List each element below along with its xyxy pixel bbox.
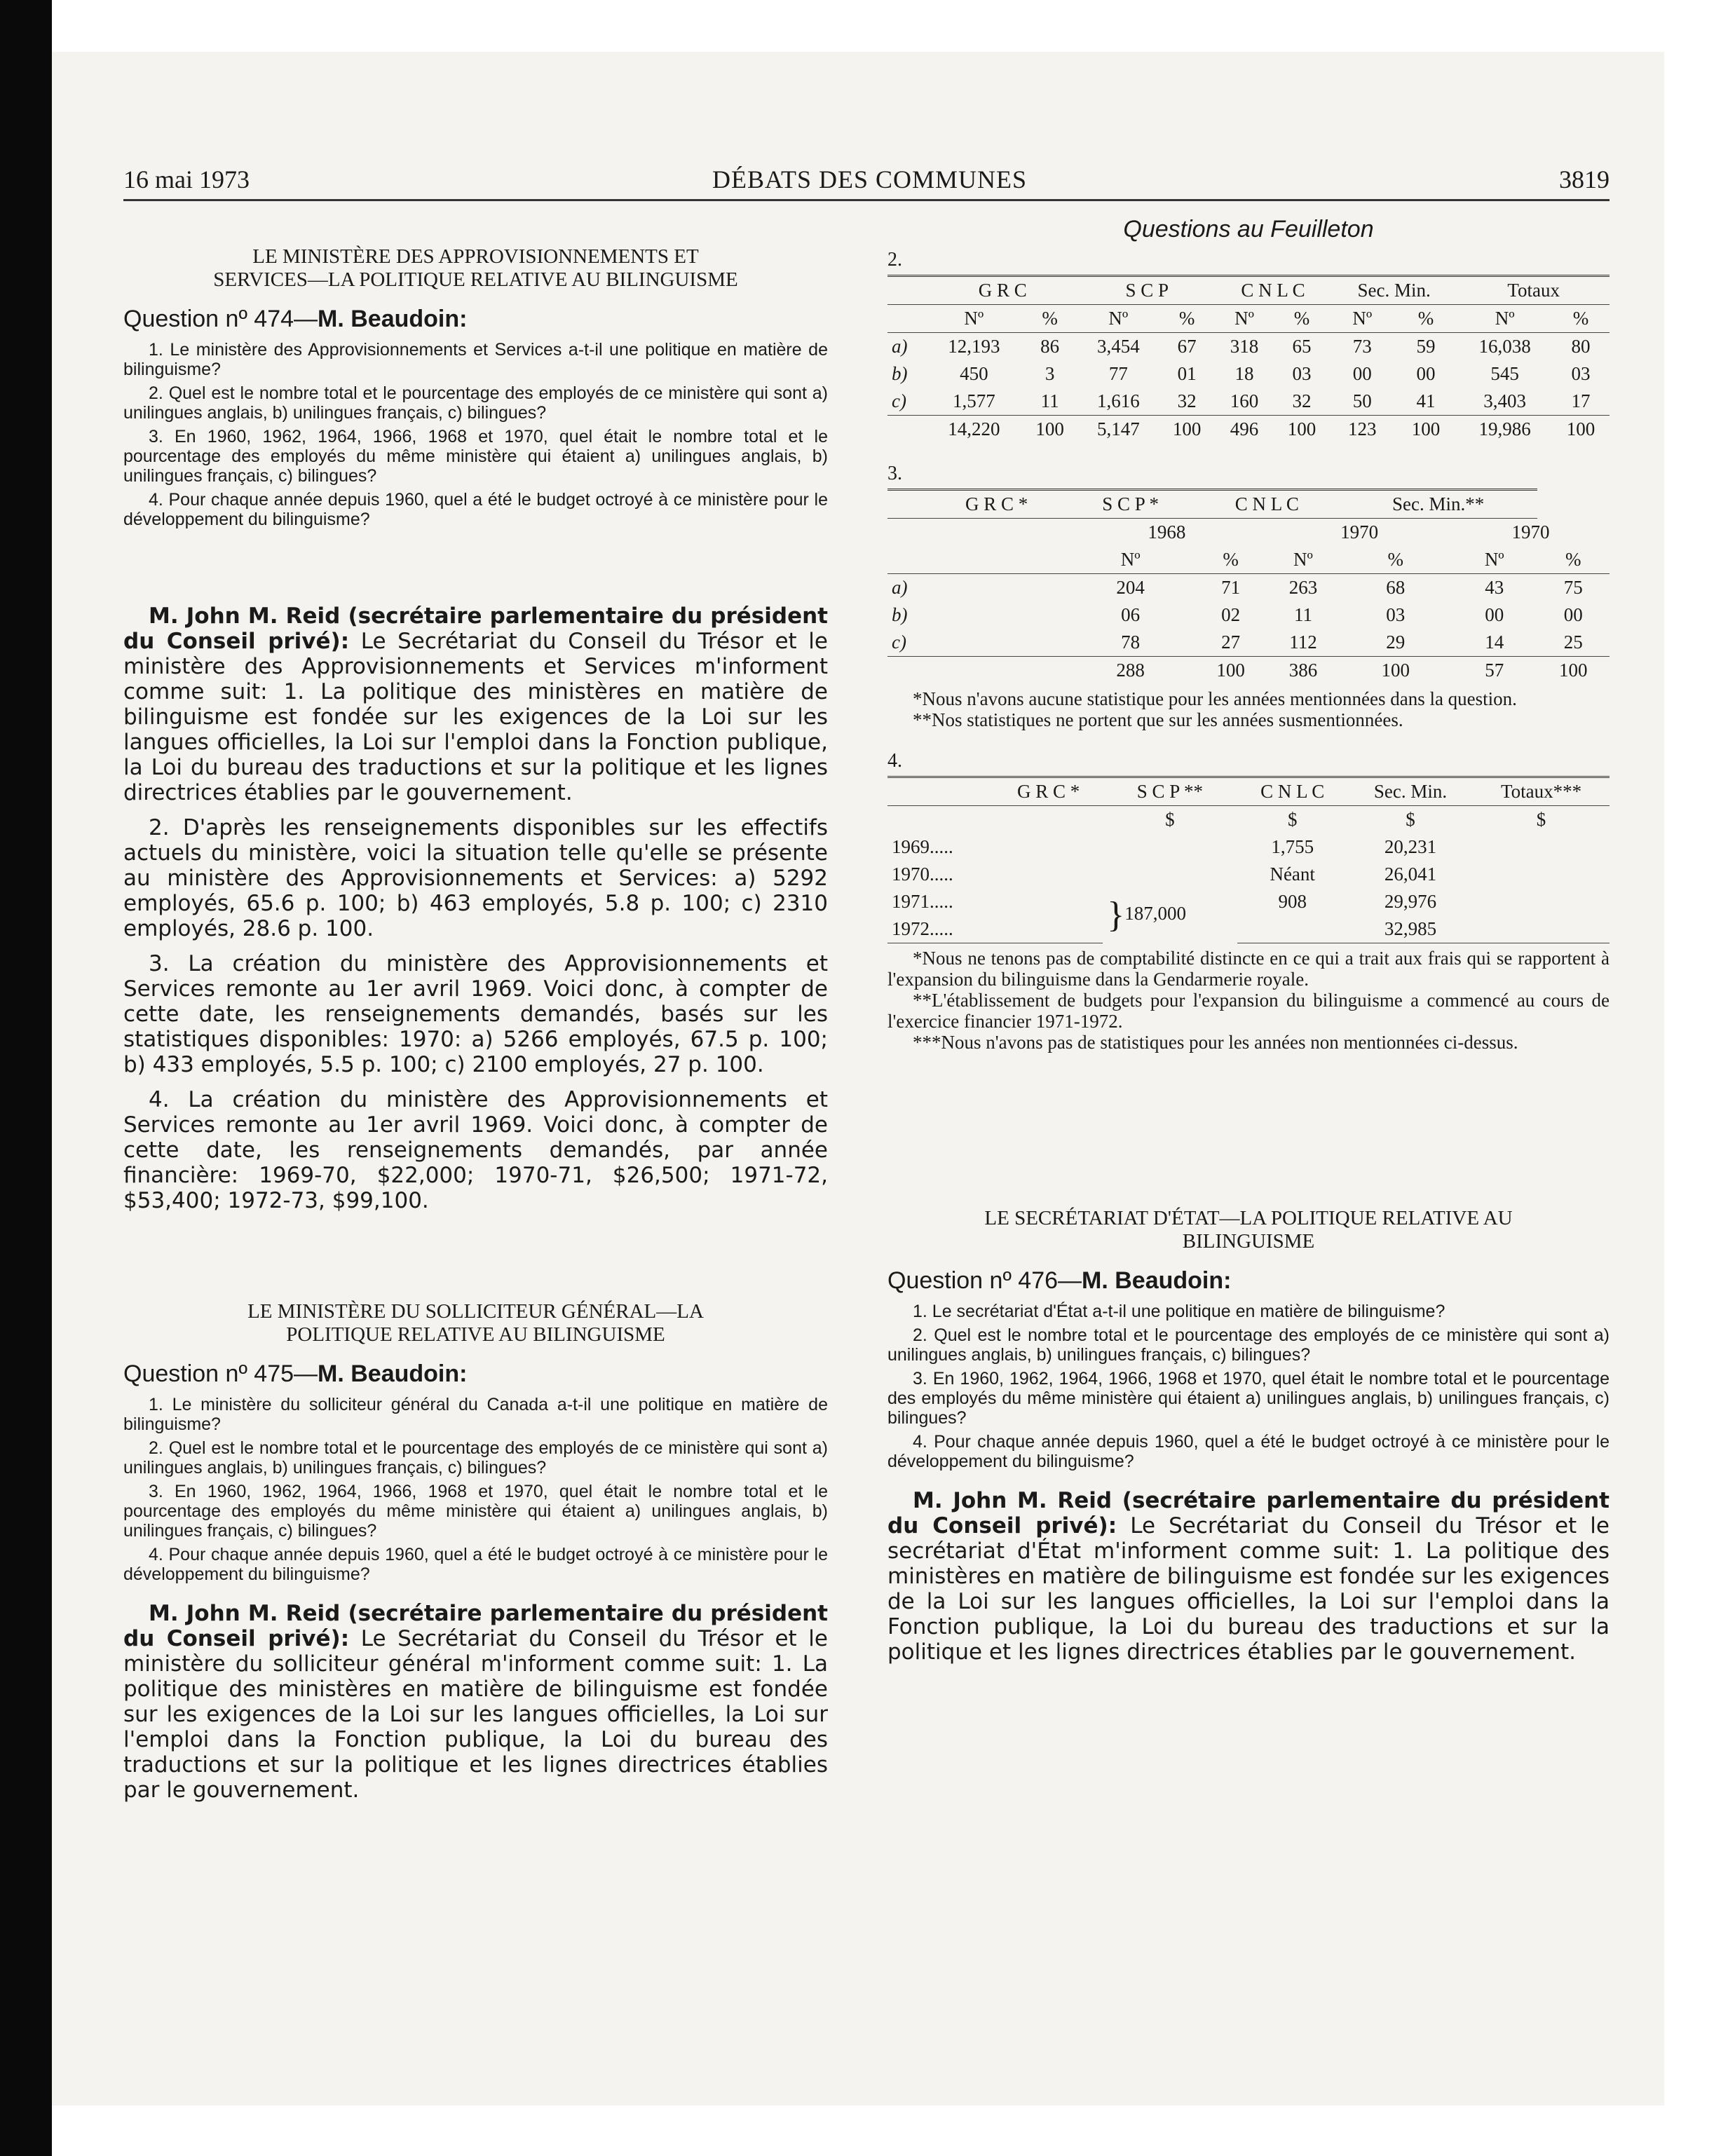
table2-cell: 318: [1230, 336, 1259, 357]
table2-cell: 3,403: [1457, 388, 1552, 416]
answer-475-paragraph-1: [123, 1601, 828, 1803]
table-2-sub: %: [1394, 305, 1458, 333]
table2-cell: 12,193: [948, 336, 1000, 357]
table2-total-cell: 100: [1394, 416, 1458, 444]
question-476-item: 2. Quel est le nombre total et le pourcentage des employés de ce ministère qui sont a) unilingues anglais, b) unilingues français, c) bilingues?: [887, 1325, 1610, 1365]
table-4-group-row: [887, 777, 1610, 806]
question-474-heading: [123, 307, 828, 332]
table3-total-cell: 386: [1267, 657, 1339, 685]
table2-cell: 41: [1394, 388, 1458, 416]
table2-row-label: b): [892, 363, 908, 384]
answer-474-paragraph-3: 3. La création du ministère des Approvisionnements et Services remonte au 1er avril 1969. Voici donc, à compter de cette date, les renseignements demandés, basés sur les statistiques disponibles: 1970: a) 5266 employés, 67.5 p. 100; b) 433 employés, 5.5 p. 100; c) 2100 employés, 27 p. 100.: [123, 951, 828, 1077]
table2-cell: 3: [1045, 363, 1055, 384]
section-476-title-line2: BILINGUISME: [1182, 1230, 1315, 1253]
table2-row: [887, 388, 1610, 416]
table2-total-cell: 100: [1273, 416, 1331, 444]
table-4: [887, 776, 1610, 943]
table-4-currency: $: [1406, 809, 1415, 830]
table-3-sub-row: [887, 546, 1610, 574]
table-3-group: S C P *: [1066, 490, 1195, 519]
table3-cell: 02: [1221, 604, 1241, 625]
table-2-sub: Nº: [1216, 305, 1273, 333]
table3-empty-cell: [927, 657, 1066, 685]
running-title: Questions au Feuilleton: [1123, 216, 1374, 243]
table2-cell: 1,616: [1079, 388, 1159, 416]
table-4-group: Totaux***: [1473, 777, 1610, 806]
question-474-label: Question nº 474—: [123, 306, 318, 332]
table2-cell: 17: [1552, 388, 1610, 416]
table3-cell: 71: [1221, 577, 1241, 598]
table2-total-cell: 14,220: [927, 416, 1021, 444]
table2-cell: 59: [1416, 336, 1436, 357]
table2-cell: 18: [1234, 363, 1254, 384]
table2-total-cell: 100: [1021, 416, 1079, 444]
table2-cell: 86: [1040, 336, 1060, 357]
question-475-item: 4. Pour chaque année depuis 1960, quel a été le budget octroyé à ce ministère pour le développement du bilinguisme?: [123, 1545, 828, 1584]
table-3-sub: %: [1537, 546, 1610, 574]
table2-cell: 73: [1352, 336, 1372, 357]
scan-border: [0, 0, 52, 2156]
table2-cell: 67: [1177, 336, 1197, 357]
table2-total-cell: 19,986: [1457, 416, 1552, 444]
answer-474-text-1: Le Secrétariat du Conseil du Trésor et le ministère des Approvisionnements et Services m'informent comme suit: 1. La politique des ministères en matière de bilinguisme est fondée sur les exigences de la Loi sur les langues officielles, la Loi sur l'emploi dans la Fonction publique, la Loi du bureau des traductions et sur la politique et les lignes directrices établies par le gouvernement.: [123, 629, 828, 805]
table-4-row: [887, 915, 1610, 943]
table3-cell: 204: [1116, 577, 1145, 598]
table-4-currency: $: [1536, 809, 1546, 830]
question-475-heading: [123, 1362, 828, 1386]
question-475-item: 2. Quel est le nombre total et le pourcentage des employés de ce ministère qui sont a) unilingues anglais, b) unilingues français, c) bilingues?: [123, 1438, 828, 1478]
question-474-item: 4. Pour chaque année depuis 1960, quel a été le budget octroyé à ce ministère pour le développement du bilinguisme?: [123, 490, 828, 529]
table-2-sub: Nº: [1457, 305, 1552, 333]
table-4-row: [887, 888, 1610, 915]
table3-cell: 75: [1563, 577, 1583, 598]
table2-cell: 32: [1158, 388, 1216, 416]
table3-cell: 14: [1452, 629, 1537, 657]
table2-total-cell: 100: [1158, 416, 1216, 444]
table-3-sub: %: [1195, 546, 1267, 574]
table-4-currency-row: [887, 806, 1610, 834]
answer-476-text-1: Le Secrétariat du Conseil du Trésor et le secrétariat d'État m'informent comme suit: 1. La politique des ministères en matière de bilinguisme est fondée sur les exigences de la Loi sur les langues officielles, la Loi sur l'emploi dans la Fonction publique, la Loi du bureau des traductions et sur la politique et les lignes directrices établies par le gouvernement.: [887, 1513, 1610, 1665]
table-4-cell: 29,976: [1384, 891, 1437, 912]
table-2-number: 2.: [887, 249, 902, 271]
question-475-item: 1. Le ministère du solliciteur général du Canada a-t-il une politique en matière de bilinguisme?: [123, 1395, 828, 1434]
section-474-title: [123, 245, 828, 292]
table3-cell: 00: [1563, 604, 1583, 625]
table3-total-cell: 57: [1452, 657, 1537, 685]
table2-total-cell: 5,147: [1079, 416, 1159, 444]
table2-cell: 00: [1416, 363, 1436, 384]
table-2-group: C N L C: [1216, 276, 1331, 305]
answer-474-paragraph-1: [123, 603, 828, 805]
table-2: [887, 275, 1610, 443]
table2-cell: 1,577: [927, 388, 1021, 416]
answer-475-speaker: M. John M. Reid (secrétaire parlementaire du président du Conseil privé):: [123, 1601, 828, 1651]
table-4-group: S C P **: [1103, 777, 1237, 806]
table-4-body: [887, 833, 1610, 943]
table3-empty-cell: [927, 601, 1066, 629]
table2-cell: 50: [1331, 388, 1394, 416]
question-474-item: 1. Le ministère des Approvisionnements et Services a-t-il une politique en matière de bilinguisme?: [123, 340, 828, 379]
table3-cell: 29: [1340, 629, 1452, 657]
table-3-body: [887, 574, 1610, 685]
answer-475-text-1: Le Secrétariat du Conseil du Trésor et le ministère du solliciteur général m'informent comme suit: 1. La politique des ministères en matière de bilinguisme est fondée sur les exigences de la Loi sur les langues officielles, la Loi sur l'emploi dans la Fonction publique, la Loi du bureau des traductions et sur la politique et les lignes directrices établies par le gouvernement.: [123, 1626, 828, 1803]
table-4-year: 1970.....: [892, 864, 953, 885]
question-476-item: 4. Pour chaque année depuis 1960, quel a été le budget octroyé à ce ministère pour le développement du bilinguisme?: [887, 1432, 1610, 1471]
table2-cell: 545: [1490, 363, 1519, 384]
table2-row-label: a): [892, 336, 908, 357]
table3-total-label: [887, 657, 927, 685]
table-3-year: 1968: [1148, 521, 1186, 543]
table-3-year: 1970: [1340, 521, 1379, 543]
table3-total-cell: 288: [1066, 657, 1195, 685]
table-4-group: G R C *: [994, 777, 1103, 806]
table-3-sub: Nº: [1452, 546, 1537, 574]
table3-total-cell: 100: [1195, 657, 1267, 685]
table-4-group: C N L C: [1237, 777, 1348, 806]
question-476-author: M. Beaudoin:: [1082, 1267, 1232, 1294]
table-3-group: G R C *: [927, 490, 1066, 519]
table-3-sub: Nº: [1066, 546, 1195, 574]
table-4-footnote: *Nous ne tenons pas de comptabilité distincte en ce qui a trait aux frais qui se rapportent à l'expansion du bilinguisme dans la Gendarmerie royale.: [887, 948, 1610, 990]
table-4-currency: $: [1287, 809, 1298, 830]
table-3-sub: Nº: [1267, 546, 1339, 574]
table2-cell: 77: [1108, 363, 1128, 384]
answer-474-paragraph-2: 2. D'après les renseignements disponibles sur les effectifs actuels du ministère, voici la situation telle qu'elle se présente au ministère des Approvisionnements et Services: a) 5292 employés, 65.6 p. 100; b) 463 employés, 5.8 p. 100; c) 2310 employés, 28.6 p. 100.: [123, 815, 828, 941]
question-475-item: 3. En 1960, 1962, 1964, 1966, 1968 et 1970, quel était le nombre total et le pourcentage des employés du même ministère qui étaient a) unilingues anglais, b) unilingues français, c) bilingues?: [123, 1482, 828, 1541]
table3-row-label: c): [887, 629, 927, 657]
table-4-row: [887, 833, 1610, 861]
table2-cell: 03: [1571, 363, 1591, 384]
question-474-item: 2. Quel est le nombre total et le pourcentage des employés de ce ministère qui sont a) unilingues anglais, b) unilingues français, c) bilingues?: [123, 383, 828, 423]
table-2-group-row: [887, 276, 1610, 305]
question-475-author: M. Beaudoin:: [318, 1360, 468, 1387]
table-3-sub: %: [1340, 546, 1452, 574]
table2-cell: 00: [1352, 363, 1372, 384]
answer-474-speaker: M. John M. Reid (secrétaire parlementaire du président du Conseil privé):: [123, 603, 828, 654]
question-476-label: Question nº 476—: [887, 1267, 1082, 1294]
header-page-number: 3819: [1559, 165, 1610, 193]
table2-total-cell: 100: [1552, 416, 1610, 444]
table-4-cell: Néant: [1270, 864, 1315, 885]
table-2-sub: %: [1273, 305, 1331, 333]
table2-cell: 32: [1273, 388, 1331, 416]
table2-cell: 11: [1021, 388, 1079, 416]
table-4-footnote: ***Nous n'avons pas de statistiques pour les années non mentionnées ci-dessus.: [913, 1032, 1518, 1053]
left-column: [123, 245, 828, 1813]
table-4-cell: 1,755: [1271, 836, 1314, 857]
table3-row-label: a): [892, 577, 908, 598]
table-4-currency: $: [1165, 809, 1175, 830]
table3-cell: 68: [1386, 577, 1406, 598]
table-4-year: 1972.....: [887, 915, 994, 943]
table-2-sub: %: [1552, 305, 1610, 333]
table2-row: [887, 360, 1610, 388]
question-475-label: Question nº 475—: [123, 1360, 318, 1387]
table-4-number: 4.: [887, 750, 902, 772]
table-3-footnote: **Nos statistiques ne portent que sur les années susmentionnées.: [913, 709, 1403, 730]
table-4-cell: 20,231: [1384, 836, 1437, 857]
table-3: [887, 489, 1610, 684]
table-3-group-row: [887, 490, 1610, 519]
table-2-body: [887, 333, 1610, 444]
table-3-group: C N L C: [1195, 490, 1340, 519]
section-476-title: [887, 1207, 1610, 1253]
table-3-footnote: *Nous n'avons aucune statistique pour les années mentionnées dans la question.: [913, 688, 1517, 709]
table-2-group: G R C: [927, 276, 1079, 305]
section-475-title-line1: LE MINISTÈRE DU SOLLICITEUR GÉNÉRAL—LA: [247, 1300, 704, 1323]
table3-total-cell: 100: [1340, 657, 1452, 685]
table-4-cell: 908: [1278, 891, 1307, 912]
table3-cell: 27: [1195, 629, 1267, 657]
table2-cell: 3,454: [1096, 336, 1140, 357]
table3-total-cell: 100: [1537, 657, 1610, 685]
section-474-title-line1: LE MINISTÈRE DES APPROVISIONNEMENTS ET: [252, 245, 699, 268]
section-475-title: [123, 1300, 828, 1346]
table-4-cell: [1237, 915, 1348, 943]
table-2-sub: Nº: [1079, 305, 1159, 333]
table-2-sub: Nº: [927, 305, 1021, 333]
table-4-cell: 26,041: [1384, 864, 1437, 885]
table2-total-row: [887, 416, 1610, 444]
table2-row: [887, 333, 1610, 361]
table-4-cell: 32,985: [1348, 915, 1473, 943]
table-3-year-row: [887, 519, 1610, 547]
table3-row: [887, 601, 1610, 629]
table3-row-label: b): [892, 604, 908, 625]
section-475-title-line2: POLITIQUE RELATIVE AU BILINGUISME: [286, 1323, 665, 1346]
page-header: [123, 165, 1610, 201]
table-4-year: 1971.....: [892, 891, 953, 912]
table3-cell: 43: [1485, 577, 1504, 598]
table-4-footnote: **L'établissement de budgets pour l'expansion du bilinguisme a commencé au cours de l'exercice financier 1971-1972.: [887, 990, 1610, 1032]
table2-cell: 16,038: [1478, 336, 1531, 357]
question-476-heading: [887, 1269, 1610, 1293]
table-3-year: 1970: [1511, 521, 1550, 543]
table3-cell: 78: [1066, 629, 1195, 657]
table3-cell: 112: [1267, 629, 1339, 657]
answer-476-paragraph-1: [887, 1488, 1610, 1665]
table-4-scp-bracket: }187,000: [1107, 895, 1187, 936]
table-4-row: [887, 861, 1610, 888]
table-2-group: S C P: [1079, 276, 1216, 305]
question-476-item: 3. En 1960, 1962, 1964, 1966, 1968 et 1970, quel était le nombre total et le pourcentage des employés du même ministère qui étaient a) unilingues anglais, b) unilingues français, c) bilingues?: [887, 1369, 1610, 1428]
table-2-group: Sec. Min.: [1331, 276, 1457, 305]
table3-cell: 00: [1485, 604, 1504, 625]
table-4-group: Sec. Min.: [1348, 777, 1473, 806]
table2-cell: 160: [1216, 388, 1273, 416]
table-2-sub: Nº: [1331, 305, 1394, 333]
table3-row: [887, 574, 1610, 602]
question-476-item: 1. Le secrétariat d'État a-t-il une politique en matière de bilinguisme?: [913, 1302, 1445, 1321]
table-2-sub: %: [1158, 305, 1216, 333]
table2-row-label: c): [887, 388, 927, 416]
table3-cell: 03: [1386, 604, 1406, 625]
table-4-scp-value: 187,000: [1124, 903, 1187, 925]
question-474-author: M. Beaudoin:: [318, 306, 468, 332]
table3-empty-cell: [927, 574, 1066, 602]
table2-cell: 65: [1292, 336, 1312, 357]
question-474-item: 3. En 1960, 1962, 1964, 1966, 1968 et 1970, quel était le nombre total et le pourcentage des employés du même ministère qui étaient a) unilingues anglais, b) unilingues français, c) bilingues?: [123, 427, 828, 486]
table3-total-row: [887, 657, 1610, 685]
section-476-title-line1: LE SECRÉTARIAT D'ÉTAT—LA POLITIQUE RELATIVE AU: [984, 1207, 1513, 1229]
table-4-year: 1969.....: [892, 836, 953, 857]
table2-total-label: [887, 416, 927, 444]
table2-cell: 01: [1177, 363, 1197, 384]
table3-row: [887, 629, 1610, 657]
table-3-group: Sec. Min.**: [1340, 490, 1537, 519]
table3-cell: 263: [1288, 577, 1318, 598]
table-3-number: 3.: [887, 463, 902, 484]
table2-cell: 80: [1571, 336, 1591, 357]
table3-empty-cell: [927, 629, 1066, 657]
table3-cell: 11: [1293, 604, 1312, 625]
header-title: DÉBATS DES COMMUNES: [712, 165, 1028, 193]
section-474-title-line2: SERVICES—LA POLITIQUE RELATIVE AU BILINGUISME: [213, 268, 738, 291]
answer-474-paragraph-4: 4. La création du ministère des Approvisionnements et Services remonte au 1er avril 1969. Voici donc, à compter de cette date, les renseignements demandés, par année financière: 1969-70, $22,000; 1970-71, $26,500; 1971-72, $53,400; 1972-73, $99,100.: [123, 1087, 828, 1213]
table2-cell: 450: [960, 363, 988, 384]
table-2-sub: %: [1021, 305, 1079, 333]
answer-476-speaker: M. John M. Reid (secrétaire parlementaire du président du Conseil privé):: [887, 1488, 1610, 1538]
table2-total-cell: 496: [1216, 416, 1273, 444]
table3-cell: 06: [1121, 604, 1141, 625]
table-2-group: Totaux: [1457, 276, 1610, 305]
right-column: [887, 217, 1610, 1674]
header-date: 16 mai 1973: [123, 165, 250, 193]
table2-cell: 03: [1292, 363, 1312, 384]
table3-cell: 25: [1537, 629, 1610, 657]
table-2-sub-row: [887, 305, 1610, 333]
table2-total-cell: 123: [1331, 416, 1394, 444]
